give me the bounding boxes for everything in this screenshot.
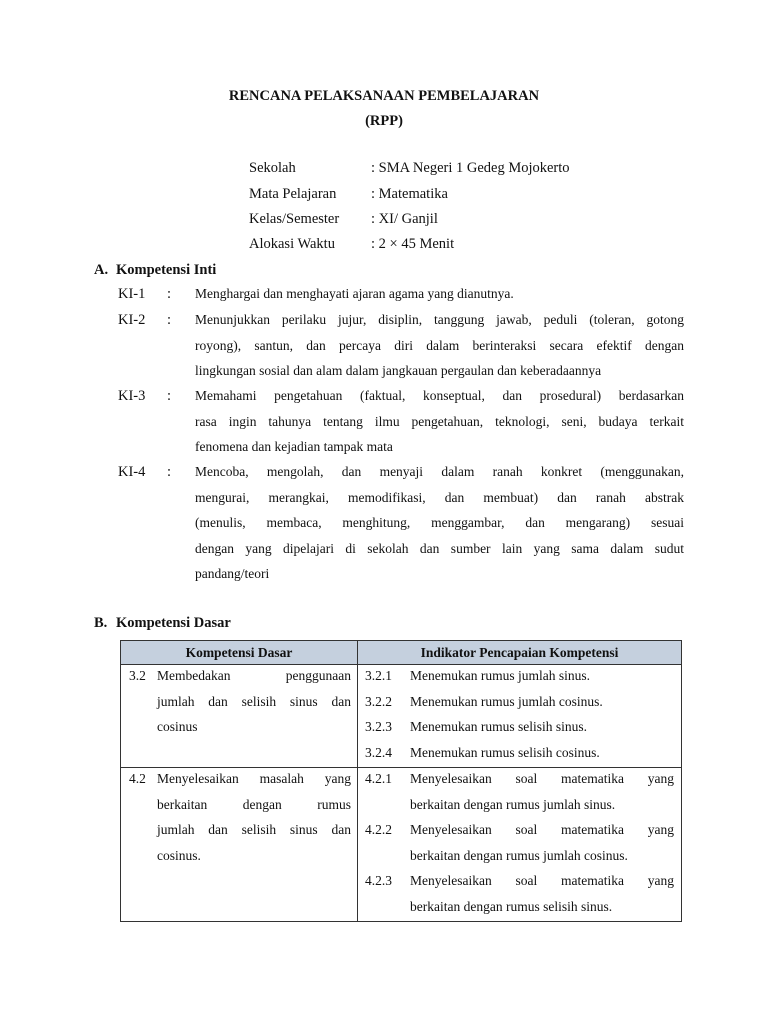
kd-line: berkaitan dengan rumus xyxy=(157,796,351,812)
ki-line: dengan yang dipelajari di sekolah dan sumber lain yang sama dalam sudut xyxy=(195,540,684,556)
indicator-text: Menemukan rumus selisih cosinus. xyxy=(410,744,600,760)
indicator-item xyxy=(358,766,681,792)
kd-line: cosinus. xyxy=(157,847,201,863)
identity-value: : XI/ Ganjil xyxy=(371,211,438,227)
document-title: RENCANA PELAKSANAAN PEMBELAJARAN xyxy=(228,88,540,104)
indicator-text: Menyelesaikan soal matematika yang xyxy=(410,873,674,888)
ki-line: (menulis, membaca, menghitung, menggambar, dan mengarang) sesuai xyxy=(195,515,684,530)
ki-line: rasa ingin tahunya tentang ilmu pengetahuan, teknologi, seni, budaya terkait xyxy=(195,413,684,429)
kd-number: 4.2 xyxy=(129,771,146,786)
identity-value: : Matematika xyxy=(371,186,448,202)
identity-label: Alokasi Waktu xyxy=(249,236,335,252)
indicator-item xyxy=(358,868,681,894)
kd-line: cosinus xyxy=(157,719,198,734)
indicator-cell xyxy=(358,768,682,922)
identity-value: : 2 × 45 Menit xyxy=(371,236,455,252)
ki-colon: : xyxy=(167,388,172,404)
ki-text xyxy=(195,383,684,460)
identity-label: Kelas/Semester xyxy=(249,211,340,227)
section-letter: A. xyxy=(94,262,109,278)
ki-line: lingkungan sosial dan alam dalam jangkauan pergaulan dan keberadaannya xyxy=(195,363,602,378)
ki-colon: : xyxy=(167,464,172,480)
competency-table xyxy=(120,640,682,922)
section-title: Kompetensi Dasar xyxy=(116,615,231,631)
identity-label: Sekolah xyxy=(249,160,296,176)
indicator-text: Menemukan rumus selisih sinus. xyxy=(410,719,587,734)
section-b-heading xyxy=(94,615,231,632)
document-subtitle: (RPP) xyxy=(365,113,403,129)
ki-code: KI-3 xyxy=(118,388,146,404)
identity-label: Mata Pelajaran xyxy=(249,186,337,202)
kd-line: jumlah dan selisih sinus dan xyxy=(157,822,351,837)
table-row xyxy=(121,665,682,768)
indicator-number: 3.2.1 xyxy=(365,668,392,683)
column-header: Indikator Pencapaian Kompetensi xyxy=(358,641,682,665)
indicator-item xyxy=(358,817,681,843)
indicator-text: Menemukan rumus jumlah cosinus. xyxy=(410,693,603,709)
ki-colon: : xyxy=(167,312,172,328)
ki-code: KI-4 xyxy=(118,464,146,480)
ki-code: KI-1 xyxy=(118,286,146,302)
table-row xyxy=(121,768,682,922)
ki-text xyxy=(195,281,684,307)
ki-line: royong), santun, dan percaya diri dalam berinteraksi secara efektif dengan xyxy=(195,337,684,353)
kd-cell xyxy=(121,768,358,922)
kd-text xyxy=(157,766,351,868)
section-letter: B. xyxy=(94,615,108,631)
indicator-item-continued xyxy=(358,843,681,869)
indicator-text: berkaitan dengan rumus jumlah cosinus. xyxy=(410,847,628,863)
section-a-heading xyxy=(94,262,216,279)
kd-cell xyxy=(121,665,358,768)
ki-text xyxy=(195,459,684,587)
indicator-text: berkaitan dengan rumus selisih sinus. xyxy=(410,898,613,914)
ki-line: pandang/teori xyxy=(195,566,270,581)
indicator-text: Menyelesaikan soal matematika yang xyxy=(410,822,674,837)
indicator-number: 4.2.1 xyxy=(365,771,392,786)
ki-line: Mencoba, mengolah, dan menyaji dalam ranah konkret (menggunakan, xyxy=(195,464,684,479)
indicator-item-continued xyxy=(358,792,681,818)
ki-text xyxy=(195,307,684,384)
ki-line: mengurai, merangkai, memodifikasi, dan membuat) dan ranah abstrak xyxy=(195,489,684,505)
indicator-text: Menyelesaikan soal matematika yang xyxy=(410,771,674,786)
indicator-number: 3.2.2 xyxy=(365,693,392,709)
indicator-text: berkaitan dengan rumus jumlah sinus. xyxy=(410,796,616,812)
ki-line: fenomena dan kejadian tampak mata xyxy=(195,439,393,454)
kd-text xyxy=(157,663,351,740)
indicator-text: Menemukan rumus jumlah sinus. xyxy=(410,668,590,683)
indicator-item xyxy=(358,714,681,740)
indicator-item xyxy=(358,663,681,689)
indicator-number: 3.2.4 xyxy=(365,744,392,760)
ki-code: KI-2 xyxy=(118,312,146,328)
ki-line: Menunjukkan perilaku jujur, disiplin, tanggung jawab, peduli (toleran, gotong xyxy=(195,312,684,327)
ki-line: Memahami pengetahuan (faktual, konseptual, dan prosedural) berdasarkan xyxy=(195,388,684,403)
section-title: Kompetensi Inti xyxy=(116,262,217,278)
kd-line: Membedakan penggunaan xyxy=(157,668,351,683)
indicator-cell xyxy=(358,665,682,768)
ki-colon: : xyxy=(167,286,172,302)
indicator-item xyxy=(358,740,681,766)
kd-number: 3.2 xyxy=(129,668,146,683)
identity-value: : SMA Negeri 1 Gedeg Mojokerto xyxy=(371,160,570,176)
indicator-number: 3.2.3 xyxy=(365,719,392,734)
indicator-number: 4.2.3 xyxy=(365,873,392,888)
indicator-number: 4.2.2 xyxy=(365,822,392,837)
indicator-item-continued xyxy=(358,894,681,920)
kd-line: Menyelesaikan masalah yang xyxy=(157,771,351,786)
table-header-row xyxy=(121,641,682,665)
column-header: Kompetensi Dasar xyxy=(121,641,358,665)
kd-line: jumlah dan selisih sinus dan xyxy=(157,693,351,709)
ki-line: Menghargai dan menghayati ajaran agama yang dianutnya. xyxy=(195,286,514,301)
indicator-item xyxy=(358,689,681,715)
